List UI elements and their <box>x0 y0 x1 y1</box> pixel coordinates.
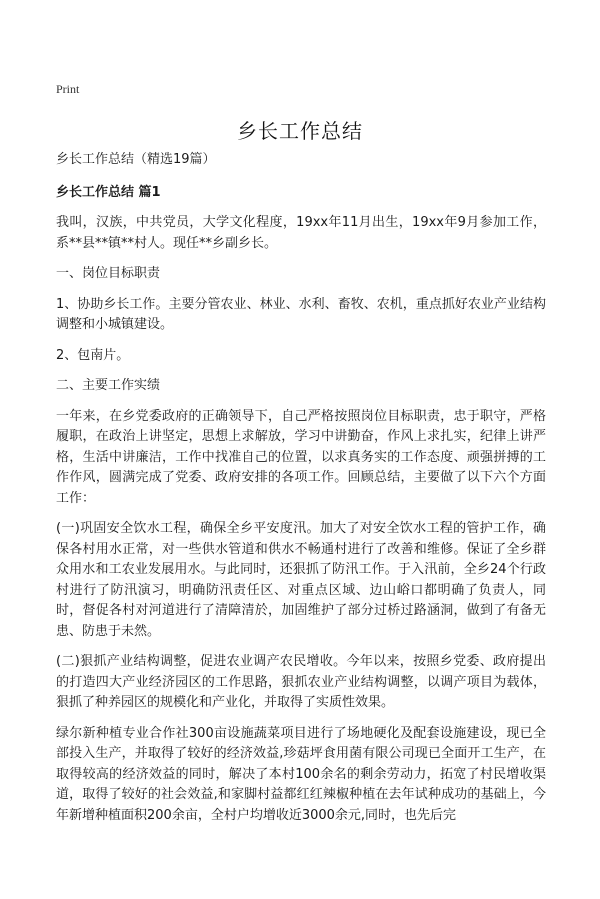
section-heading-achievements: 二、主要工作实绩 <box>56 378 161 393</box>
paragraph-overview: 一年来，在乡党委政府的正确领导下，自己严格按照岗位目标职责，忠于职守，严格履职，在政治上讲坚定，思想上求解放，学习中讲勤奋，作风上求扎实，纪律上讲严格，生活中讲廉洁，工作中找准自己的位置，以求真务实的工作态度、顽强拼搏的工作作风，圆满完成了党委、政府安排的各项工作。回顾总结，主要做了以下六个方面工作： <box>56 408 546 506</box>
print-label: Print <box>56 82 80 96</box>
paragraph-duty-1: 1、协助乡长工作。主要分管农业、林业、水利、畜牧、农机，重点抓好农业产业结构调整和小城镇建设。 <box>56 296 546 332</box>
paragraph-intro: 我叫，汉族，中共党员，大学文化程度，19xx年11月出生，19xx年9月参加工作，系**县**镇**村人。现任**乡副乡长。 <box>56 215 546 251</box>
paragraph-item-1: (一)巩固安全饮水工程，确保全乡平安度汛。加大了对安全饮水工程的管护工作，确保各村用水正常，对一些供水管道和供水不畅通村进行了改善和维修。保证了全乡群众用水和工农业发展用水。与此同时，还狠抓了防汛工作。于入汛前，全乡24个行政村进行了防汛演习，明确防汛责任区、对重点区域、边山峪口都明确了负责人，同时，督促各村对河道进行了清障清於，加固维护了部分过桥过路涵洞，做到了有备无患、防患于未然。 <box>56 521 546 639</box>
article-heading: 乡长工作总结 篇1 <box>56 184 161 200</box>
document-body <box>56 150 546 836</box>
document-title: 乡长工作总结 <box>237 119 363 143</box>
paragraph-projects: 绿尔新种植专业合作社300亩设施蔬菜项目进行了场地硬化及配套设施建设，现已全部投入生产，并取得了较好的经济效益,珍菇坪食用菌有限公司现已全面开工生产，在取得较高的经济效益的同时，解决了本村100余名的剩余劳动力，拓宽了村民增收渠道，取得了较好的社会效益,和家脚村益都红红辣椒种植在去年试种成功的基础上，今年新增种植面积200余亩，全村户均增收近3000余元,同时，也先后完 <box>56 725 546 823</box>
section-heading-duties: 一、岗位目标职责 <box>56 266 161 281</box>
document-subtitle: 乡长工作总结（精选19篇） <box>56 152 216 167</box>
paragraph-duty-2: 2、包南片。 <box>56 347 130 363</box>
paragraph-item-2: (二)狠抓产业结构调整，促进农业调产农民增收。今年以来，按照乡党委、政府提出的打造四大产业经济园区的工作思路，狠抓农业产业结构调整，以调产项目为载体，狠抓了种养园区的规模化和产业化，并取得了实质性效果。 <box>56 654 546 710</box>
